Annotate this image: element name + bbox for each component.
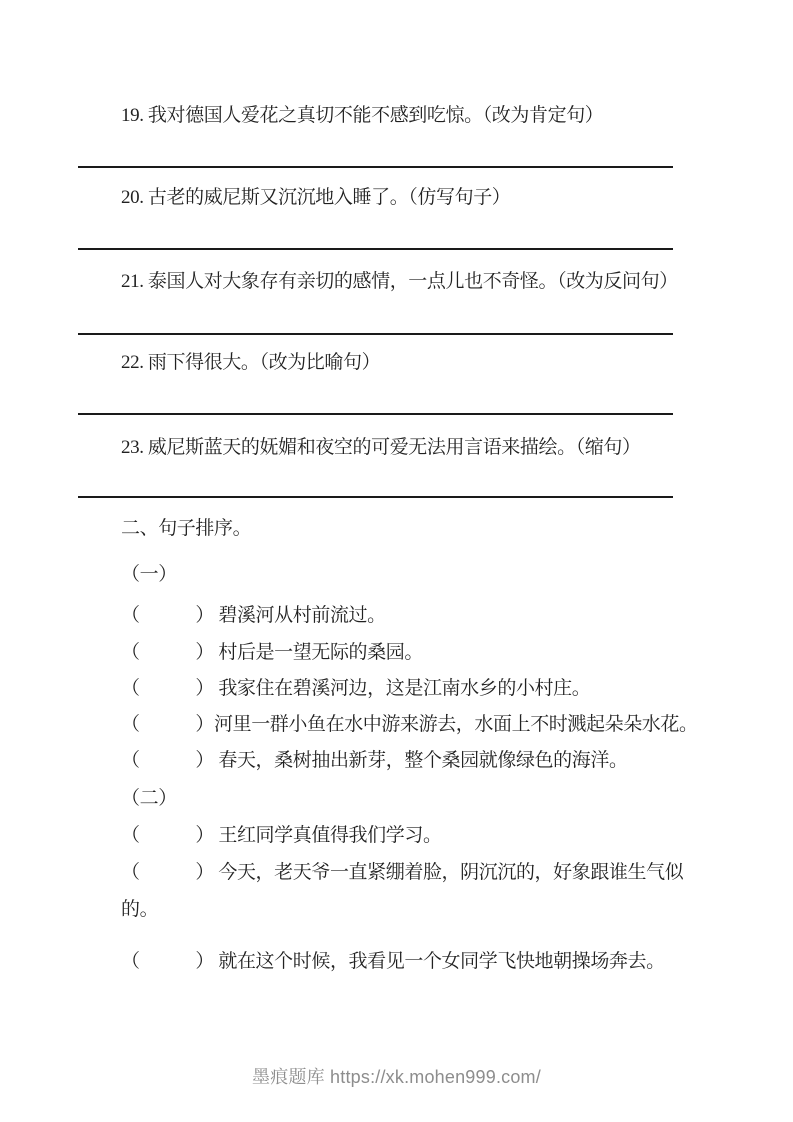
question-20: 20. 古老的威尼斯又沉沉地入睡了。（仿写句子） bbox=[121, 187, 511, 208]
sort-item-2-2: （ ） 今天，老天爷一直紧绷着脸，阴沉沉的，好象跟谁生气似的。 bbox=[121, 862, 684, 920]
question-19: 19. 我对德国人爱花之真切不能不感到吃惊。（改为肯定句） bbox=[121, 105, 604, 126]
sort-item-1-5: （ ） 春天，桑树抽出新芽，整个桑园就像绿色的海洋。 bbox=[121, 750, 628, 771]
group-label-2: （二） bbox=[121, 788, 177, 809]
sort-item-2-1: （ ） 王红同学真值得我们学习。 bbox=[121, 825, 442, 846]
sort-item-1-1: （ ） 碧溪河从村前流过。 bbox=[121, 605, 386, 626]
footer-watermark: 墨痕题库 https://xk.mohen999.com/ bbox=[252, 1067, 541, 1087]
sort-item-2-3: （ ） 就在这个时候，我看见一个女同学飞快地朝操场奔去。 bbox=[121, 951, 665, 972]
answer-line-19 bbox=[78, 166, 673, 168]
group-label-1: （一） bbox=[121, 564, 177, 585]
answer-line-21 bbox=[78, 333, 673, 335]
sort-item-1-3: （ ） 我家住在碧溪河边，这是江南水乡的小村庄。 bbox=[121, 678, 591, 699]
answer-line-23 bbox=[78, 496, 673, 498]
question-23: 23. 威尼斯蓝天的妩媚和夜空的可爱无法用言语来描绘。（缩句） bbox=[121, 437, 641, 458]
section-title: 二、句子排序。 bbox=[121, 518, 252, 539]
question-22: 22. 雨下得很大。（改为比喻句） bbox=[121, 352, 381, 373]
sort-item-1-2: （ ） 村后是一望无际的桑园。 bbox=[121, 642, 423, 663]
answer-line-22 bbox=[78, 413, 673, 415]
answer-line-20 bbox=[78, 248, 673, 250]
sort-item-1-4: （ ）河里一群小鱼在水中游来游去，水面上不时溅起朵朵水花。 bbox=[121, 714, 698, 735]
question-21: 21. 泰国人对大象存有亲切的感情，一点儿也不奇怪。（改为反问句） bbox=[121, 271, 678, 292]
